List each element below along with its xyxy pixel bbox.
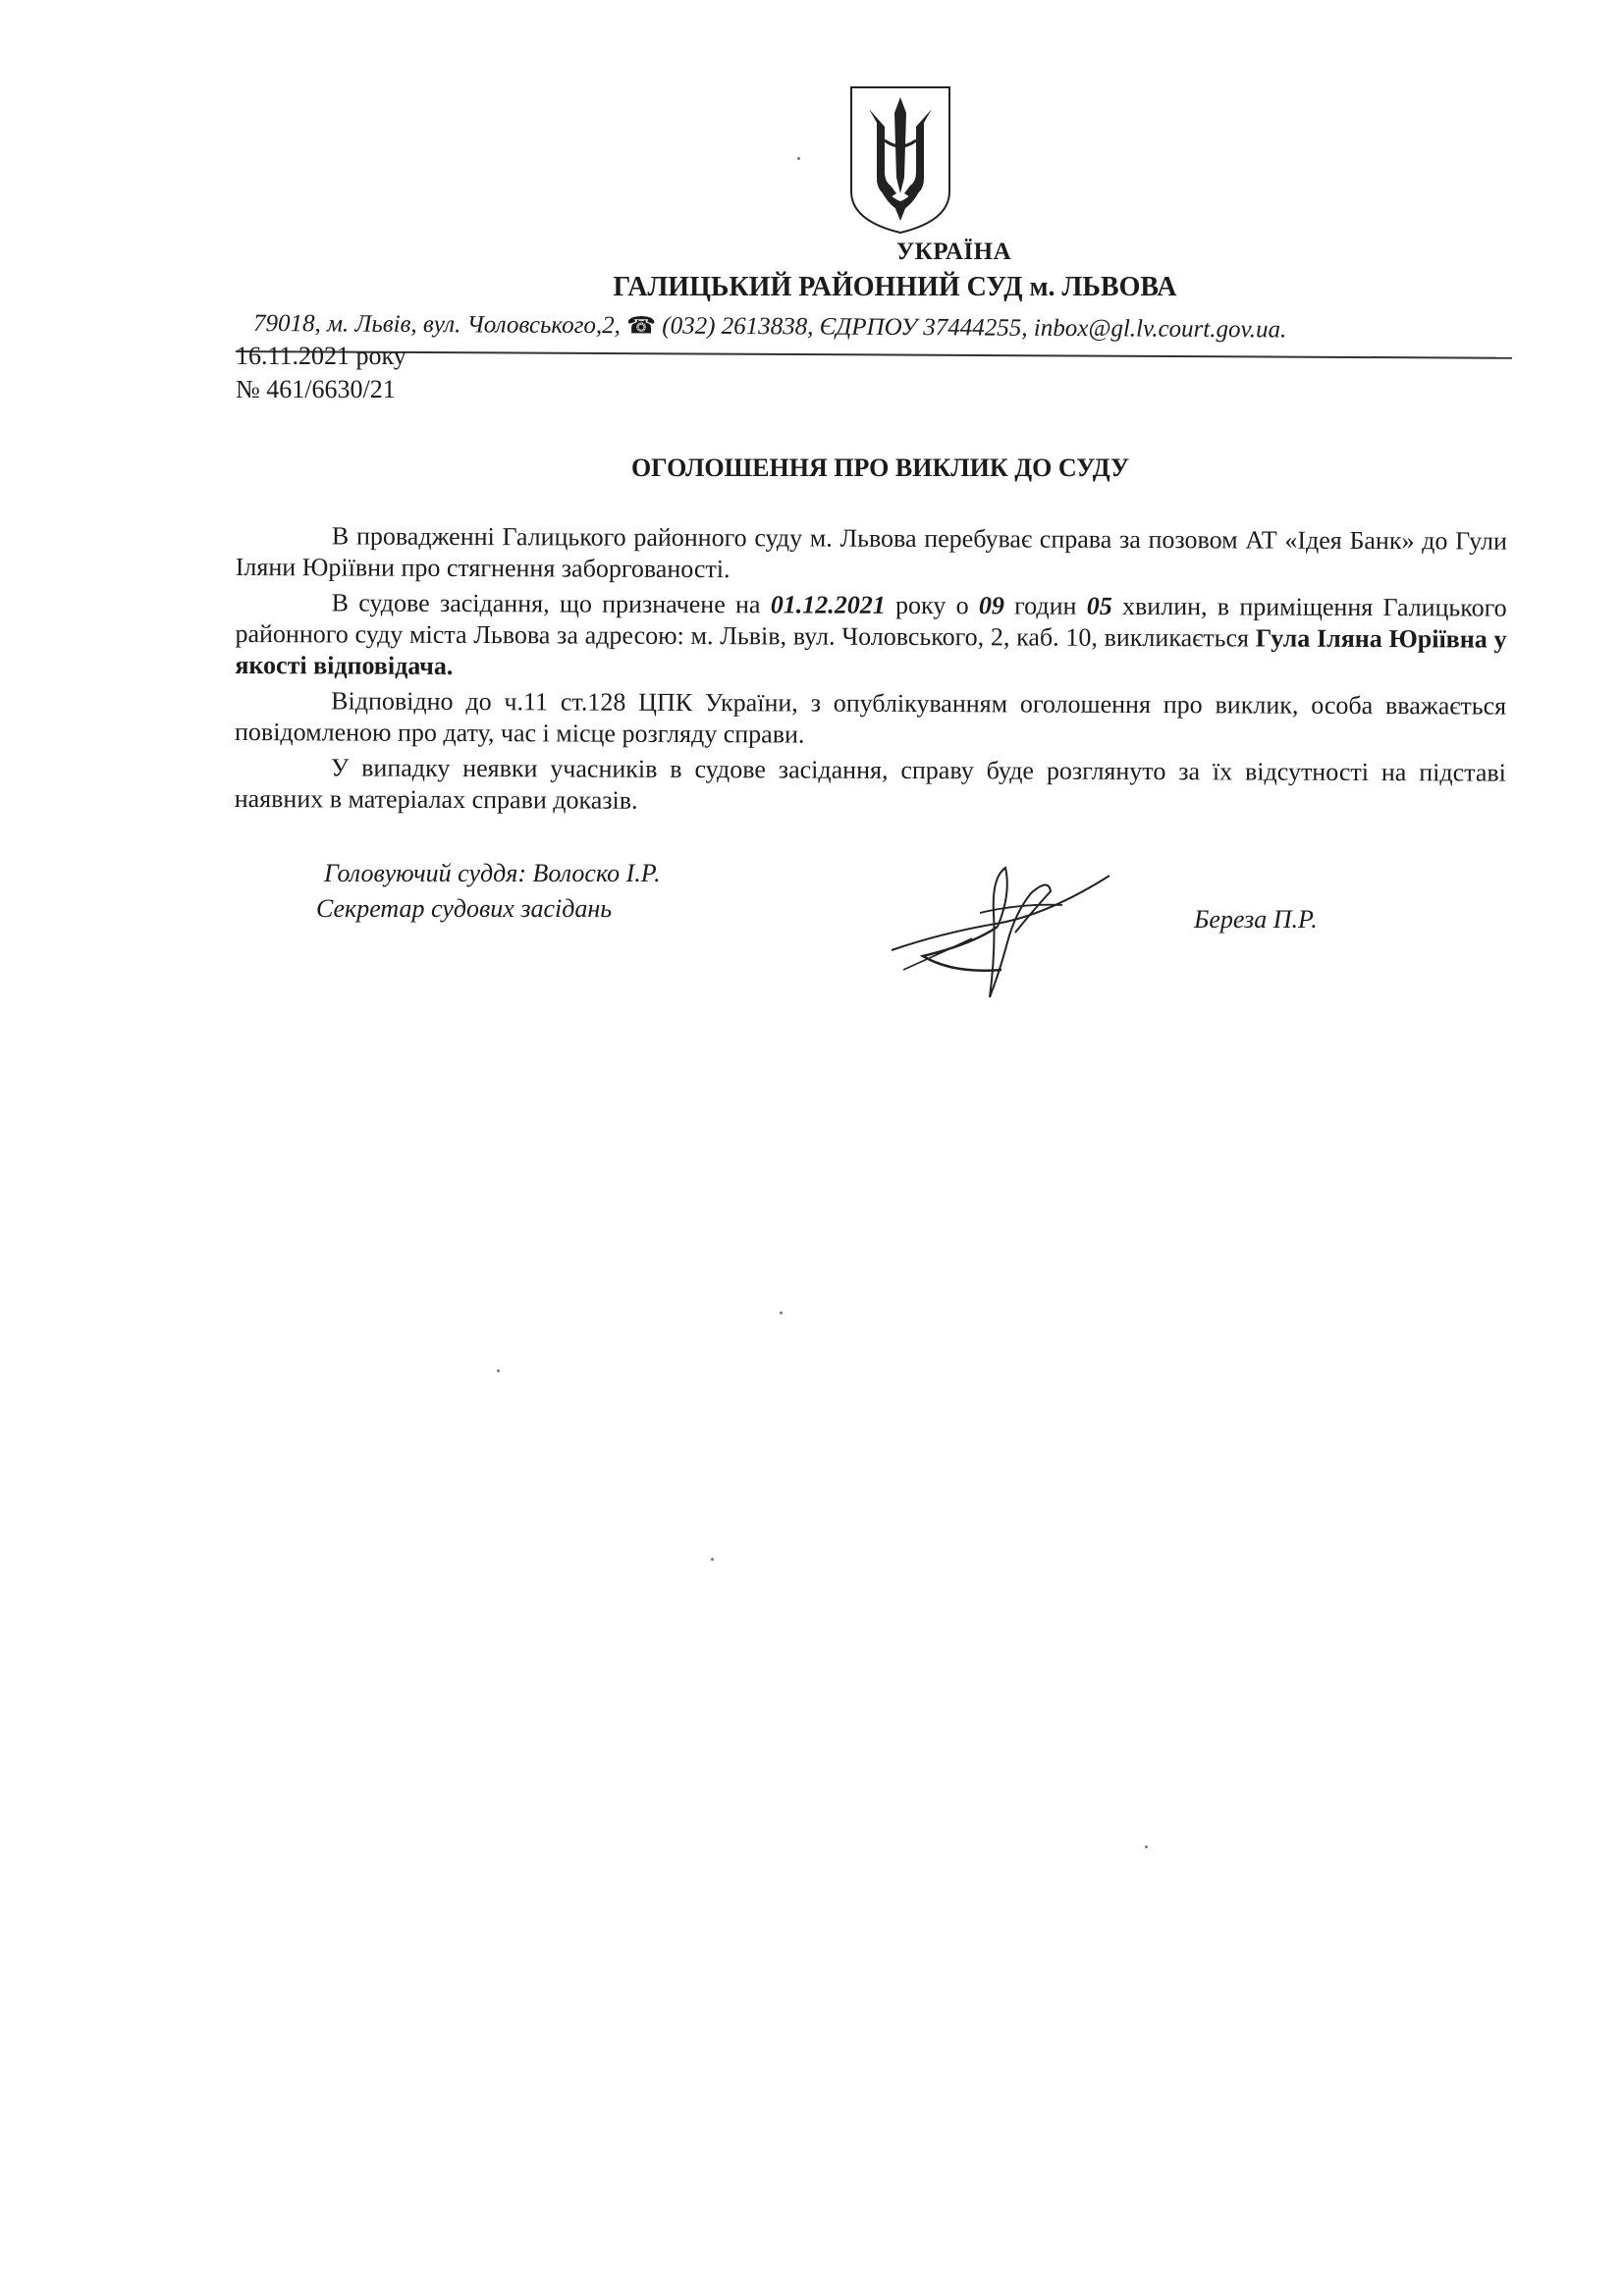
court-phone: (032) 2613838, bbox=[662, 312, 814, 341]
handwritten-signature-icon bbox=[884, 854, 1119, 1001]
court-address: 79018, м. Львів, вул. Чоловського,2, bbox=[252, 310, 621, 340]
secretary-label: Секретар судових засідань bbox=[316, 894, 613, 923]
presiding-judge: Головуючий суддя: Волоско І.Р. bbox=[324, 859, 661, 887]
paragraph-notice: Відповідно до ч.11 ст.128 ЦПК України, з опублікуванням оголошення про виклик, особа вважається повідомленою про дату, час і місце розгляду справи. bbox=[234, 686, 1507, 749]
hearing-text-4: хвилин, в приміщення Галицького районного суду міста Львова за адресою: м. Львів, вул. Чоловського, 2, каб. 10, викликається bbox=[235, 591, 1507, 653]
phone-icon: ☎ bbox=[626, 313, 657, 340]
header-court-name: ГАЛИЦЬКИЙ РАЙОННИЙ СУД м. ЛЬВОВА bbox=[613, 272, 1177, 302]
scan-speck bbox=[780, 1311, 783, 1314]
summoned-person: Гула Іляна Юріївна у якості відповідача. bbox=[235, 623, 1507, 680]
paragraph-case: В провадженні Галицького районного суду м. Львова перебуває справа за позовом АТ «Ідея Банк» до Гули Іляни Юріївни про стягнення заборгованості. bbox=[235, 521, 1507, 584]
header-contacts bbox=[253, 309, 1520, 346]
hearing-date: 01.12.2021 bbox=[770, 590, 886, 619]
hearing-hours: 09 bbox=[978, 591, 1004, 620]
hearing-text-1: В судове засідання, що призначене на bbox=[331, 588, 771, 619]
paragraph-absence: У випадку неявки учасників в судове засідання, справу буде розглянуто за їх відсутності на підставі наявних в матеріалах справи доказів. bbox=[234, 753, 1506, 815]
scan-speck bbox=[797, 157, 800, 160]
court-edrpou: ЄДРПОУ 37444255, bbox=[819, 313, 1028, 342]
coat-of-arms-trident-icon bbox=[847, 83, 953, 236]
paragraph-hearing bbox=[235, 587, 1506, 687]
hearing-text-2: року о bbox=[885, 590, 979, 620]
document-date: 16.11.2021 року bbox=[236, 342, 406, 370]
scan-speck bbox=[711, 1558, 714, 1561]
hearing-minutes: 05 bbox=[1086, 591, 1112, 620]
case-number: № 461/6630/21 bbox=[236, 375, 396, 403]
header-country: УКРАЇНА bbox=[895, 239, 1012, 265]
document-title: ОГОЛОШЕННЯ ПРО ВИКЛИК ДО СУДУ bbox=[630, 454, 1130, 482]
secretary-name: Береза П.Р. bbox=[1194, 905, 1318, 934]
header-divider bbox=[236, 350, 1512, 359]
scan-speck bbox=[1145, 1845, 1148, 1848]
document-body bbox=[235, 520, 1507, 825]
scan-speck bbox=[497, 1369, 500, 1372]
court-email: inbox@gl.lv.court.gov.ua. bbox=[1033, 314, 1287, 344]
hearing-text-3: годин bbox=[1003, 591, 1087, 620]
